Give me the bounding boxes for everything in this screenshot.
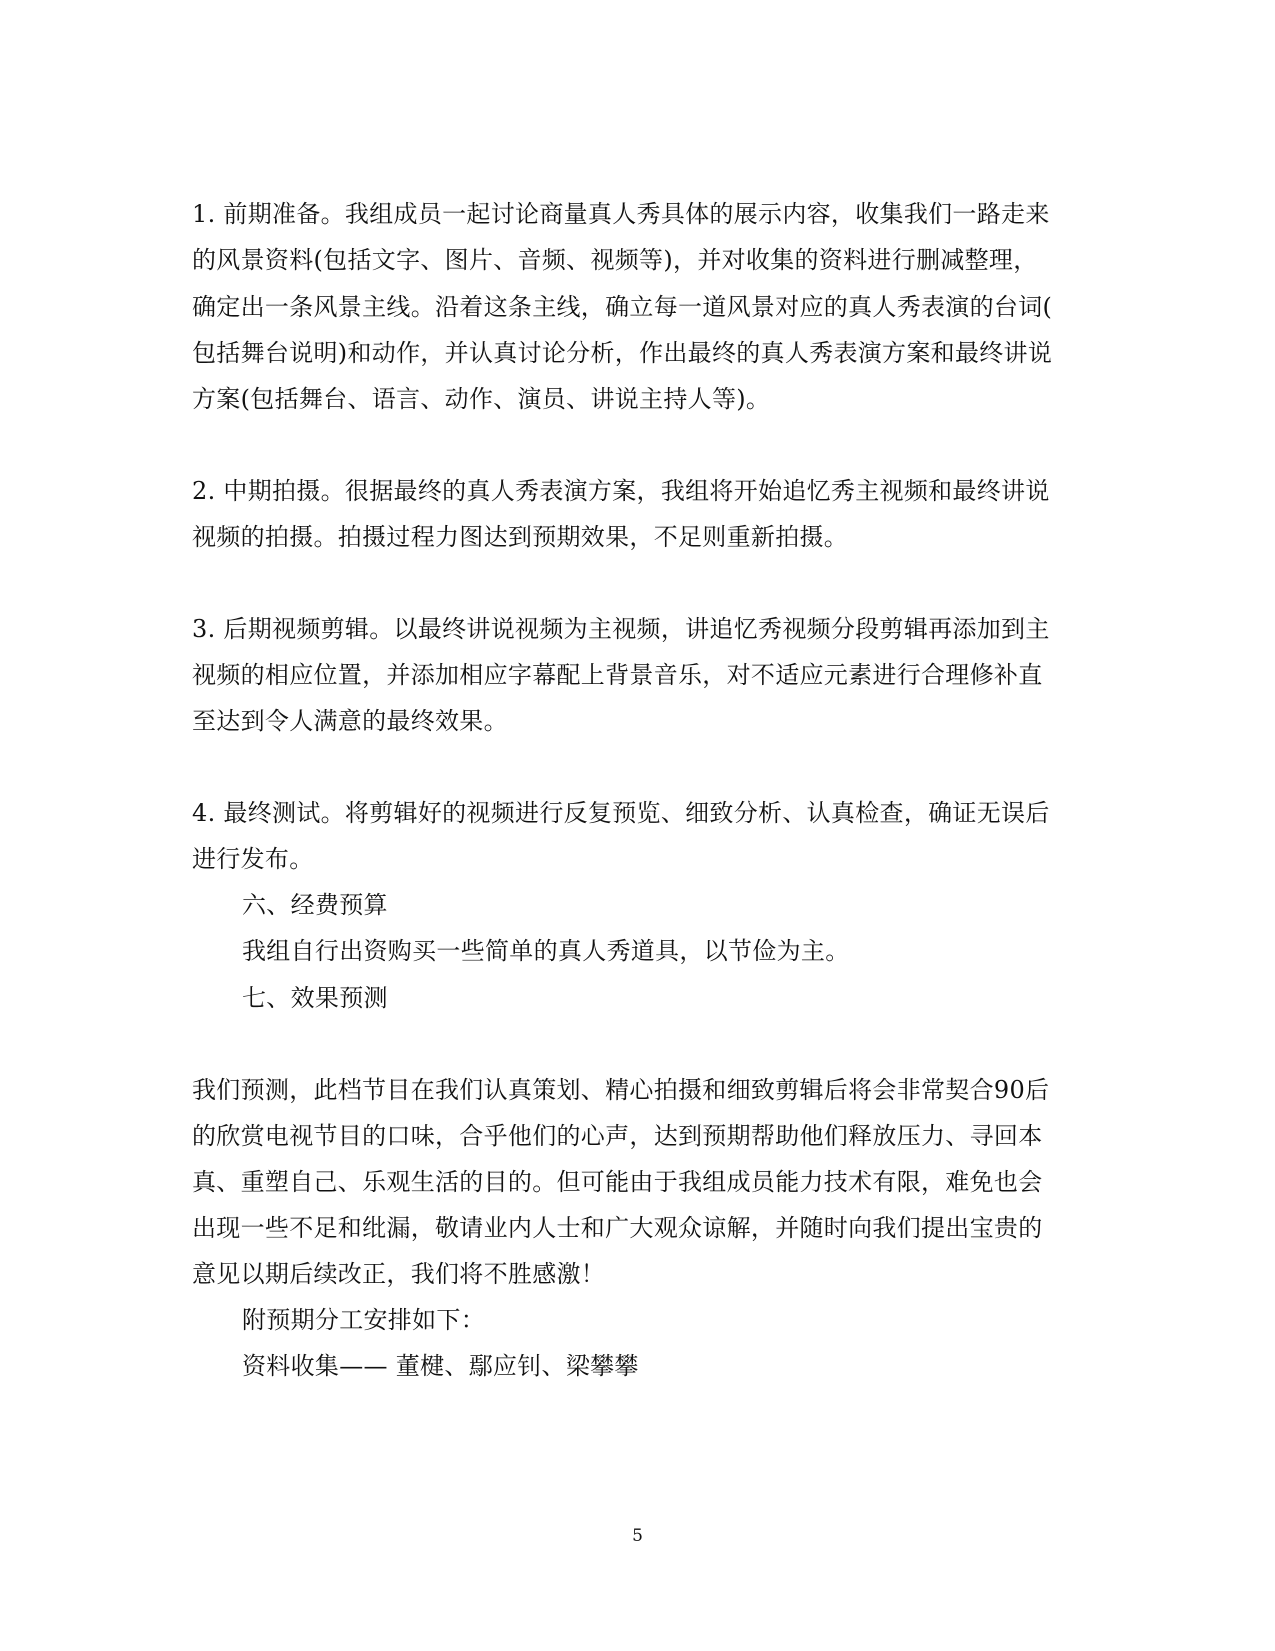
paragraph-1-line-2: 的风景资料(包括文字、图片、音频、视频等)，并对收集的资料进行删减整理，	[192, 246, 1038, 274]
paragraph-4-line-2: 进行发布。	[192, 845, 314, 873]
page-number: 5	[632, 1526, 643, 1546]
appendix-intro: 附预期分工安排如下：	[242, 1306, 485, 1334]
section-heading-budget: 六、经费预算	[242, 891, 388, 919]
paragraph-5-line-5: 意见以期后续改正，我们将不胜感激！	[192, 1260, 606, 1288]
paragraph-3-line-2: 视频的相应位置，并添加相应字幕配上背景音乐，对不适应元素进行合理修补直	[192, 661, 1043, 689]
paragraph-3-line-3: 至达到令人满意的最终效果。	[192, 707, 508, 735]
section-heading-effect-forecast: 七、效果预测	[242, 984, 388, 1012]
budget-text: 我组自行出资购买一些简单的真人秀道具，以节俭为主。	[242, 937, 850, 965]
paragraph-5-line-3: 真、重塑自己、乐观生活的目的。但可能由于我组成员能力技术有限，难免也会	[192, 1168, 1043, 1196]
paragraph-3-line-1: 3. 后期视频剪辑。以最终讲说视频为主视频，讲追忆秀视频分段剪辑再添加到主	[192, 615, 1050, 643]
paragraph-5-line-4: 出现一些不足和纰漏，敬请业内人士和广大观众谅解，并随时向我们提出宝贵的	[192, 1214, 1043, 1242]
paragraph-5-line-1: 我们预测，此档节目在我们认真策划、精心拍摄和细致剪辑后将会非常契合90后	[192, 1076, 1050, 1104]
paragraph-5-line-2: 的欣赏电视节目的口味，合乎他们的心声，达到预期帮助他们释放压力、寻回本	[192, 1122, 1043, 1150]
paragraph-1-line-5: 方案(包括舞台、语言、动作、演员、讲说主持人等)。	[192, 385, 771, 413]
appendix-item-materials: 资料收集—— 董楗、鄢应钊、梁攀攀	[242, 1352, 639, 1380]
paragraph-2-line-1: 2. 中期拍摄。很据最终的真人秀表演方案，我组将开始追忆秀主视频和最终讲说	[192, 477, 1050, 505]
paragraph-1-line-3: 确定出一条风景主线。沿着这条主线，确立每一道风景对应的真人秀表演的台词(	[192, 293, 1053, 321]
paragraph-4-line-1: 4. 最终测试。将剪辑好的视频进行反复预览、细致分析、认真检查，确证无误后	[192, 799, 1050, 827]
paragraph-1-line-1: 1. 前期准备。我组成员一起讨论商量真人秀具体的展示内容，收集我们一路走来	[192, 200, 1050, 228]
paragraph-2-line-2: 视频的拍摄。拍摄过程力图达到预期效果，不足则重新拍摄。	[192, 523, 849, 551]
paragraph-1-line-4: 包括舞台说明)和动作，并认真讨论分析，作出最终的真人秀表演方案和最终讲说	[192, 339, 1053, 367]
